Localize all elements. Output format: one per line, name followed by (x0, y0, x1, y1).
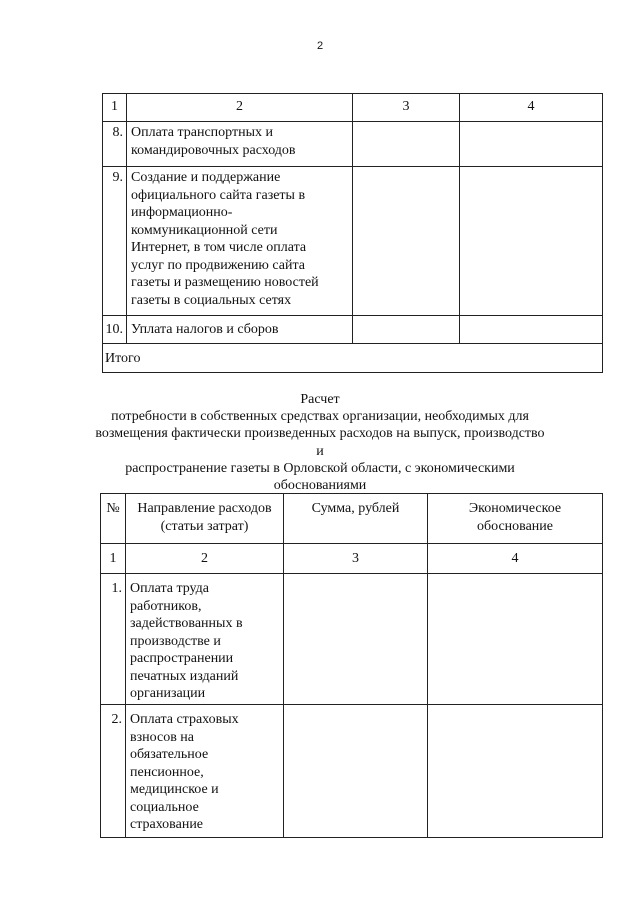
heading-title: Расчет (300, 392, 340, 407)
text-line: взносов на (130, 729, 195, 745)
total-label: Итого (103, 344, 603, 373)
text-line: работников, (130, 598, 202, 614)
column-numbers-row (101, 544, 603, 574)
text-line: пенсионное, (130, 764, 204, 780)
col-number-4: 4 (460, 94, 603, 122)
justification-cell (428, 705, 603, 838)
text-line: коммуникационной сети (131, 222, 278, 238)
header-line: Экономическое (468, 501, 562, 516)
text-line: социальное (130, 799, 199, 815)
text-line: газеты в социальных сетях (131, 292, 292, 308)
text-line: задействованных в (130, 616, 243, 631)
col-header-number: № (101, 494, 126, 544)
text-line: Оплата транспортных и (131, 125, 273, 140)
table-row (103, 316, 603, 344)
col-header-sum: Сумма, рублей (284, 494, 428, 544)
row-number: 10. (103, 316, 127, 344)
expense-direction (126, 705, 284, 838)
heading-line: потребности в собственных средствах организации, необходимых для (111, 409, 529, 425)
text-line: командировочных расходов (131, 142, 296, 158)
note-cell (460, 316, 603, 344)
col-number-1: 1 (101, 544, 126, 574)
text-line: страхование (130, 817, 204, 832)
col-number-2: 2 (127, 94, 353, 122)
expense-item (127, 122, 353, 167)
text-line: Создание и поддержание (131, 170, 281, 185)
text-line: Оплата труда (130, 581, 210, 596)
col-number-3: 3 (353, 94, 460, 122)
sum-cell (284, 705, 428, 838)
own-funds-table (100, 493, 603, 838)
amount-cell (353, 316, 460, 344)
table-header-row (103, 94, 603, 122)
text-line: Уплата налогов и сборов (131, 322, 279, 337)
text-line: производстве и (130, 633, 221, 649)
text-line: распространении (130, 651, 234, 666)
total-row (103, 344, 603, 373)
text-line: газеты и размещению новостей (131, 275, 319, 290)
col-number-2: 2 (126, 544, 284, 574)
row-number: 1. (101, 574, 126, 705)
note-cell (460, 167, 603, 316)
text-line: Оплата страховых (130, 712, 239, 727)
note-cell (460, 122, 603, 167)
row-number: 2. (101, 705, 126, 838)
text-line: информационно- (131, 205, 233, 220)
heading-line: распространение газеты в Орловской области, с экономическими (125, 460, 515, 476)
expense-direction (126, 574, 284, 705)
text-line: печатных изданий (130, 668, 239, 684)
heading-line: возмещения фактически произведенных расходов на выпуск, производство и (95, 426, 545, 459)
sum-cell (284, 574, 428, 705)
col-number-4: 4 (428, 544, 603, 574)
text-line: обязательное (130, 747, 209, 762)
text-line: официального сайта газеты в (131, 187, 306, 203)
expenses-table-continued (102, 93, 603, 373)
col-header-direction (126, 494, 284, 544)
header-line: Направление расходов (137, 501, 272, 516)
text-line: медицинское и (130, 782, 219, 797)
justification-cell (428, 574, 603, 705)
text-line: Интернет, в том числе оплата (131, 240, 307, 255)
calculation-heading (90, 391, 550, 494)
expense-item (127, 316, 353, 344)
col-number-1: 1 (103, 94, 127, 122)
row-number: 9. (103, 167, 127, 316)
row-number: 8. (103, 122, 127, 167)
table-row (103, 122, 603, 167)
text-line: услуг по продвижению сайта (131, 257, 305, 273)
page-number: 2 (316, 40, 324, 52)
amount-cell (353, 122, 460, 167)
table-row (101, 574, 603, 705)
col-header-justification (428, 494, 603, 544)
table-header-row (101, 494, 603, 544)
text-line: организации (130, 686, 206, 701)
heading-line: обоснованиями (273, 478, 367, 494)
amount-cell (353, 167, 460, 316)
header-line: обоснование (476, 518, 553, 534)
table-row (101, 705, 603, 838)
expense-item (127, 167, 353, 316)
col-number-3: 3 (284, 544, 428, 574)
table-row (103, 167, 603, 316)
header-line: (статьи затрат) (160, 518, 249, 534)
